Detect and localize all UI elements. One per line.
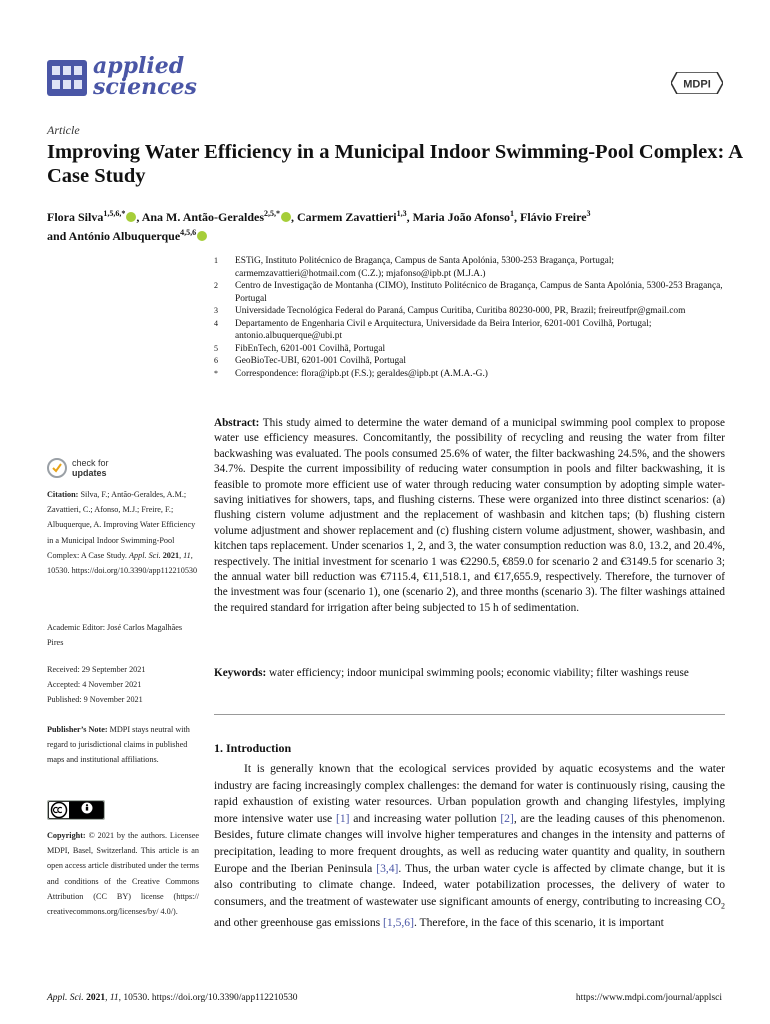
- author-affiliation-marks: 1,5,6,*: [103, 209, 126, 218]
- affiliation-item: 4 Departamento de Engenharia Civil e Arquitectura, Universidade da Beira Interior, 6201-001 Covilhã, Portugal; antonio.albuquerque@ubi.pt: [214, 318, 652, 341]
- abstract: [214, 416, 725, 616]
- affiliation-item: 3 Universidade Tecnológica Federal do Paraná, Campus Curitiba, Curitiba 80230-000, PR, Brazil; freireutfpr@gmail.com: [214, 306, 686, 316]
- orcid-icon[interactable]: [126, 212, 136, 222]
- keywords: [214, 666, 725, 681]
- affiliation-item: * Correspondence: flora@ipb.pt (F.S.); geraldes@ipb.pt (A.M.A.-G.): [214, 368, 488, 379]
- section-heading: 1. Introduction: [214, 741, 292, 755]
- citation-link[interactable]: [3,4]: [376, 861, 399, 875]
- author-affiliation-marks: 4,5,6: [180, 228, 197, 237]
- author-affiliation-marks: 3: [586, 209, 591, 218]
- mdpi-logo: [671, 72, 723, 94]
- keywords-text: water efficiency; indoor municipal swimming pools; economic viability; filter washings reuse: [269, 667, 689, 679]
- author-list: Flora Silva$^{1,5,6,*}$ , Ana M. Antão-Geraldes$^{2,5,*}$ , Carmem Zavattieri$^{1,3}$, Maria João Afonso$^1$, Flávio Freire$^3$ and António Albuquerque$^{4,5,6}$: [47, 209, 591, 243]
- academic-editor: Academic Editor: José Carlos Magalhães Pires: [47, 623, 183, 648]
- cc-by-license-icon[interactable]: [47, 800, 105, 820]
- citation-link[interactable]: [1]: [335, 811, 350, 825]
- dates-block: [47, 662, 199, 708]
- section-divider: [214, 714, 725, 715]
- accepted-date: Accepted: 4 November 2021: [47, 680, 142, 690]
- orcid-icon[interactable]: [197, 231, 207, 241]
- orcid-icon[interactable]: [281, 212, 291, 222]
- check-updates-label: check for updates: [72, 458, 109, 478]
- author-affiliation-marks: 2,5,*: [264, 209, 281, 218]
- publisher-note: Publisher’s Note: MDPI stays neutral with regard to jurisdictional claims in published maps and institutional affiliations.: [47, 725, 190, 765]
- journal-logo: [47, 53, 197, 106]
- citation-link[interactable]: [1,5,6]: [383, 915, 414, 929]
- affiliations: [214, 255, 729, 380]
- affiliation-item: 1 ESTiG, Instituto Politécnico de Bragança, Campus de Santa Apolónia, 5300-253 Bragança, Portugal; carmemzavattieri@hotmail.com (C.Z.); mjafonso@ipb.pt (M.J.A.): [214, 256, 615, 279]
- check-updates-icon: [47, 458, 67, 478]
- mdpi-logo-text: MDPI: [683, 78, 711, 91]
- author-name: Carmem Zavattieri: [297, 210, 397, 224]
- author-affiliation-marks: 1,3: [396, 209, 407, 218]
- author-affiliation-marks: 1: [510, 209, 514, 218]
- check-for-updates[interactable]: [47, 456, 167, 484]
- citation-link[interactable]: [2]: [500, 811, 514, 825]
- received-date: Received: 29 September 2021: [47, 665, 146, 674]
- article-type: Article: [47, 123, 80, 137]
- abstract-text: This study aimed to determine the water demand of a municipal swimming pool complex to propose water use efficiency measures. Concomitantly, the possibility of recycling and reusing the water from filter backwashing was evaluated. The pools consumed 25.6% of water, the filter backwashing 24.5%, and the showers 34.7%. Despite the current impossibility of reducing water consumption in pools and filter backwashing, it is feasible to promote more efficient use of water through reducing water consumption by adopting simple water-saving initiatives for showers, taps, and flushing cisterns. These were organized into three distinct scenarios: (a) flushing cistern volume adjustment and the replacement of washbasin and kitchen taps; (b) flushing cistern volume adjustment and shower replacement and (c) flushing cistern volume adjustment, shower, washbasin, and kitchen taps replacement. Under scenarios 1, 2, and 3, the water consumption reduction was 8.0, 13.2, and 20.4%, respectively. The initial investment for scenario 1 was €2290.5, €859.0 for scenario 2 and €3149.5 for scenario 3; the annual water bill reduction was €7115.4, €11,518.1, and €17,655.9, respectively. Therefore, the turnover of the investment was four (scenario 1), one (scenario 2), and three months (scenario 3). The filter washings attained the required standard for irrigation after being subjected to 15 h of sedimentation.: [214, 417, 725, 614]
- author-name: Maria João Afonso: [412, 210, 510, 224]
- author-name: Ana M. Antão-Geraldes: [141, 210, 265, 224]
- footer-citation: Appl. Sci. 2021, 11, 10530. https://doi.org/10.3390/app112210530: [47, 993, 298, 1003]
- abstract-label: Abstract:: [214, 417, 260, 429]
- author-name: and António Albuquerque: [47, 229, 181, 243]
- affiliation-item: 2 Centro de Investigação de Montanha (CIMO), Instituto Politécnico de Bragança, Campus de Santa Apolónia, 5300-253 Bragança, Portugal: [214, 281, 723, 304]
- copyright-block: Copyright: © 2021 by the authors. Licensee MDPI, Basel, Switzerland. This article is an open access article distributed under the terms and conditions of the Creative Commons Attribution (CC BY) license (https:// creativecommons.org/licenses/by/ 4.0/).: [47, 831, 200, 917]
- citation-block: Citation: Silva, F.; Antão-Geraldes, A.M.; Zavattieri, C.; Afonso, M.J.; Freire, F.; Albuquerque, A. Improving Water Efficiency in a Municipal Indoor Swimming-Pool Complex: A Case Study. Appl. Sci. 2021, 11, 10530. https://doi.org/10.3390/app112210530: [47, 490, 198, 576]
- published-date: Published: 9 November 2021: [47, 695, 143, 705]
- author-name: Flora Silva: [47, 210, 104, 224]
- journal-name: applied sciences: [93, 53, 197, 100]
- intro-text: It is generally known that the ecological services provided by aquatic ecosystems and the water industry are facing increasingly complex challenges: the demand for water is continuously rising, causing the rapid exhaustion of existing water resources. Urban population growth and changing lifestyles, implying more intensive water use [1] and increasing water pollution [2], are the leading causes of this phenomenon. Besides, future climate changes will involve higher temperatures and changes in the intensity and patterns of precipitation, leading to more frequent droughts, as well as reducing water quantity and quality, in southern Europe and the Iberian Peninsula [3,4]. Thus, the urban water cycle is affected by climate change, but it is also contributing to climate change. Indeed, water potabilization processes, the delivery of water to consumers, and the treatment of wastewater use significant amounts of energy, contributing to increasing $CO_2$ and other greenhouse gas emissions [1,5,6]. Therefore, in the face of this scenario, it is important: [214, 762, 725, 929]
- affiliation-item: 5 FibEnTech, 6201-001 Covilhã, Portugal: [214, 343, 386, 354]
- author-name: Flávio Freire: [520, 210, 587, 224]
- keywords-label: Keywords:: [214, 667, 267, 679]
- affiliation-item: 6 GeoBioTec-UBI, 6201-001 Covilhã, Portugal: [214, 356, 406, 366]
- footer-journal-url[interactable]: https://www.mdpi.com/journal/applsci: [575, 993, 722, 1003]
- paper-title: Improving Water Efficiency in a Municipal Indoor Swimming-Pool Complex: A Case Study: [47, 141, 742, 187]
- journal-logo-icon: [47, 60, 87, 96]
